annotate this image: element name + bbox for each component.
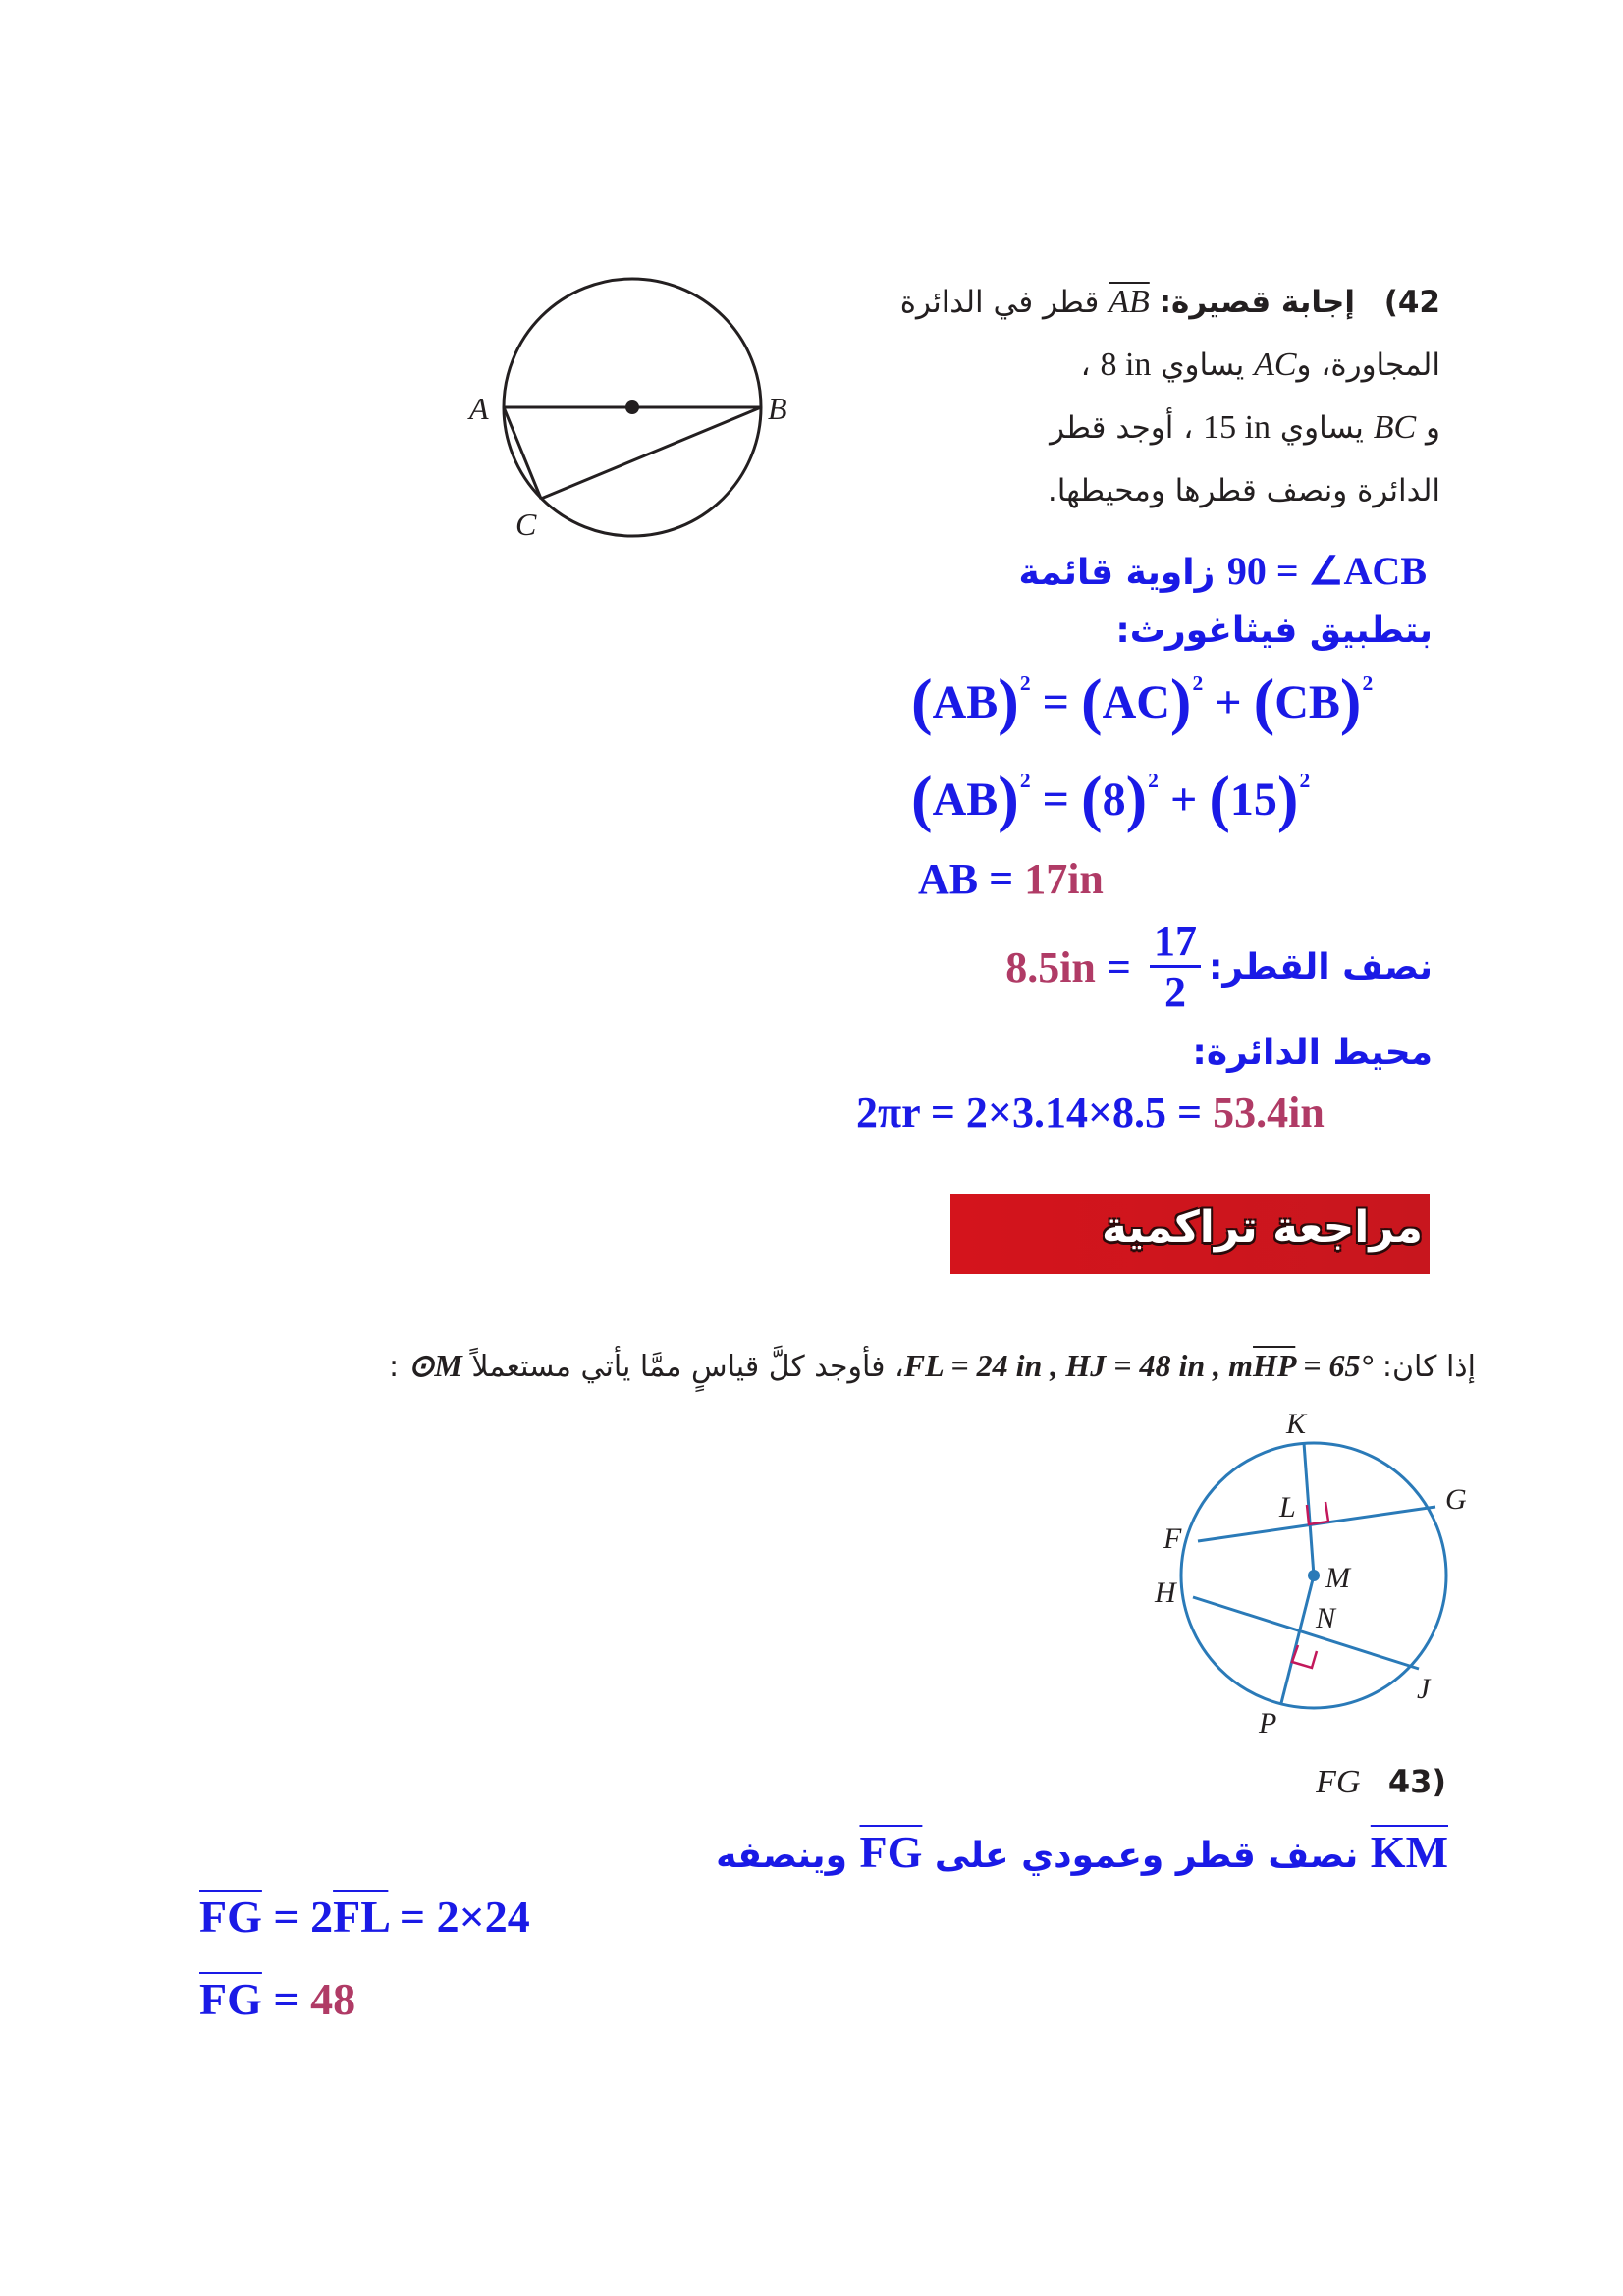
label-colon: : — [1159, 285, 1172, 320]
ac-value: 8 in — [1100, 347, 1152, 383]
review-prompt — [389, 1347, 1476, 1384]
arc-hp: $\overline{HP}$ — [1253, 1348, 1296, 1383]
label-f: F — [1163, 1522, 1182, 1555]
label-j: J — [1417, 1673, 1431, 1705]
arc-degree: = 65° — [1295, 1348, 1374, 1383]
eq2-fifteen: 15 — [1229, 773, 1277, 826]
segment-ab: $\overline{AB}$ — [1109, 284, 1150, 320]
circle-figure-m — [1139, 1399, 1492, 1752]
pythag-equation-1: (AB)$^2$ = (AC)$^2$ + (CB)$^2$ — [911, 667, 1374, 737]
segment-km-label: $\overline{KM}$ — [1370, 1827, 1448, 1877]
right-angle-n — [1292, 1645, 1317, 1668]
label-p: P — [1259, 1707, 1277, 1739]
radius-numerator: 17 — [1150, 918, 1201, 968]
short-answer-label: إجابة قصيرة — [1171, 285, 1355, 320]
ab-lhs: AB = — [918, 855, 1025, 903]
radius-equals: = — [1095, 942, 1142, 991]
problem-42-line3 — [812, 397, 1440, 459]
prompt-pre: إذا كان: — [1373, 1350, 1476, 1384]
eq2-mid: = — [261, 1974, 311, 2024]
segment-ac: AC — [1254, 347, 1297, 383]
problem-43-statement — [716, 1826, 1448, 1878]
problem-42-line2 — [812, 334, 1440, 397]
pythag-equation-2: $(AB)^2 = (8)^2 + (15)^2$ — [911, 764, 1311, 834]
problem-number: 42) — [1383, 285, 1440, 320]
eq2-eight: 8 — [1102, 773, 1126, 826]
radius-value: 8.5in — [1005, 942, 1096, 991]
fg-equation-2 — [199, 1973, 355, 2025]
line1-text: قطر في الدائرة — [899, 285, 1109, 320]
circle-m-symbol: ⊙M — [407, 1348, 462, 1383]
line2-post: ، — [1080, 347, 1101, 383]
eq2-fg: $\overline{FG}$ — [199, 1974, 262, 2024]
line3-mid: يساوي — [1271, 410, 1374, 446]
eq1-exp2: 2 — [1192, 670, 1204, 695]
line2-pre: المجاورة، و — [1296, 347, 1440, 383]
radius-line — [1005, 913, 1433, 1021]
eq2-ab: AB — [932, 773, 999, 826]
eq2-exp2: 2 — [1148, 768, 1159, 792]
problem-42-line4: الدائرة ونصف قطرها ومحيطها. — [1047, 473, 1440, 508]
eq1-ab: AB — [932, 675, 999, 728]
ab-result — [918, 854, 1104, 904]
circumference-expr: 2πr = 2×3.14×8.5 = — [856, 1089, 1214, 1137]
circumference-result — [856, 1088, 1325, 1138]
circumference-value: 53.4in — [1213, 1089, 1325, 1137]
review-banner-title: مراجعة تراكمية — [1102, 1202, 1423, 1253]
problem-43-number: (43 — [1387, 1763, 1446, 1800]
ab-value: 17in — [1024, 855, 1104, 903]
radius-fraction — [1150, 918, 1201, 1017]
problem-43-label — [1316, 1763, 1446, 1801]
label-b: B — [768, 391, 787, 426]
eq1-fg: $\overline{FG}$ — [199, 1892, 262, 1942]
chord-cb — [541, 407, 761, 499]
fg-value: 48 — [310, 1974, 356, 2024]
given-text: FL = 24 in , HJ = 48 in , m — [903, 1348, 1254, 1383]
line2-mid: يساوي — [1151, 347, 1255, 383]
eq1-cb: CB — [1274, 675, 1340, 728]
label-n: N — [1316, 1602, 1336, 1634]
label-h: H — [1155, 1576, 1176, 1609]
given-values — [904, 1348, 1374, 1383]
center-dot — [625, 400, 639, 414]
angle-statement — [1227, 549, 1427, 593]
eq2-exp3: 2 — [1299, 768, 1311, 792]
bc-value: 15 in — [1203, 409, 1271, 446]
radius-label: نصف القطر: — [1208, 946, 1433, 988]
eq1-mid: = 2 — [261, 1892, 334, 1942]
segment-km — [1304, 1443, 1314, 1575]
prompt-end: : — [388, 1350, 408, 1384]
right-angle-text: زاوية قائمة — [1018, 553, 1227, 593]
line3-post: ، أوجد قطر — [1050, 410, 1204, 446]
label-a: A — [469, 391, 489, 426]
label-m: M — [1325, 1562, 1350, 1594]
segment-mp — [1281, 1575, 1314, 1703]
problem-43-var: FG — [1316, 1764, 1361, 1800]
angle-expr: ∠ACB — [1308, 549, 1427, 593]
problem-42-text — [812, 271, 1440, 522]
statement-end: وينصفه — [716, 1836, 860, 1876]
eq1-ac: AC — [1102, 675, 1170, 728]
angle-value: 90 = — [1226, 549, 1309, 593]
prompt-mid: ، فأوجد كلَّ قياسٍ ممَّا يأتي مستعملاً — [461, 1350, 904, 1384]
segment-bc: BC — [1373, 409, 1417, 446]
circle-figure-abc — [461, 265, 805, 550]
statement-text: نصف قطر وعمودي على — [922, 1836, 1371, 1876]
pythagoras-label: بتطبيق فيثاغورث: — [1115, 611, 1433, 651]
fg-equation-1 — [199, 1891, 530, 1943]
line3-pre: و — [1416, 410, 1440, 446]
radius-expression — [1005, 918, 1209, 1017]
label-c: C — [515, 507, 537, 542]
eq1-fl: $\overline{FL}$ — [333, 1892, 389, 1942]
label-l: L — [1279, 1491, 1296, 1523]
circumference-label: محيط الدائرة: — [1192, 1033, 1433, 1073]
chord-ac — [504, 407, 541, 499]
label-k: K — [1286, 1408, 1307, 1440]
problem-42-line1 — [812, 271, 1440, 334]
segment-fg-label: $\overline{FG}$ — [859, 1827, 923, 1877]
angle-line — [1018, 548, 1427, 594]
label-g: G — [1445, 1483, 1467, 1516]
eq1-exp3: 2 — [1362, 670, 1374, 695]
radius-denominator: 2 — [1163, 967, 1186, 1016]
eq1-exp1: 2 — [1019, 670, 1031, 695]
eq1-rhs: = 2×24 — [388, 1892, 530, 1942]
eq2-exp1: 2 — [1019, 768, 1031, 792]
center-m-dot — [1308, 1570, 1320, 1581]
